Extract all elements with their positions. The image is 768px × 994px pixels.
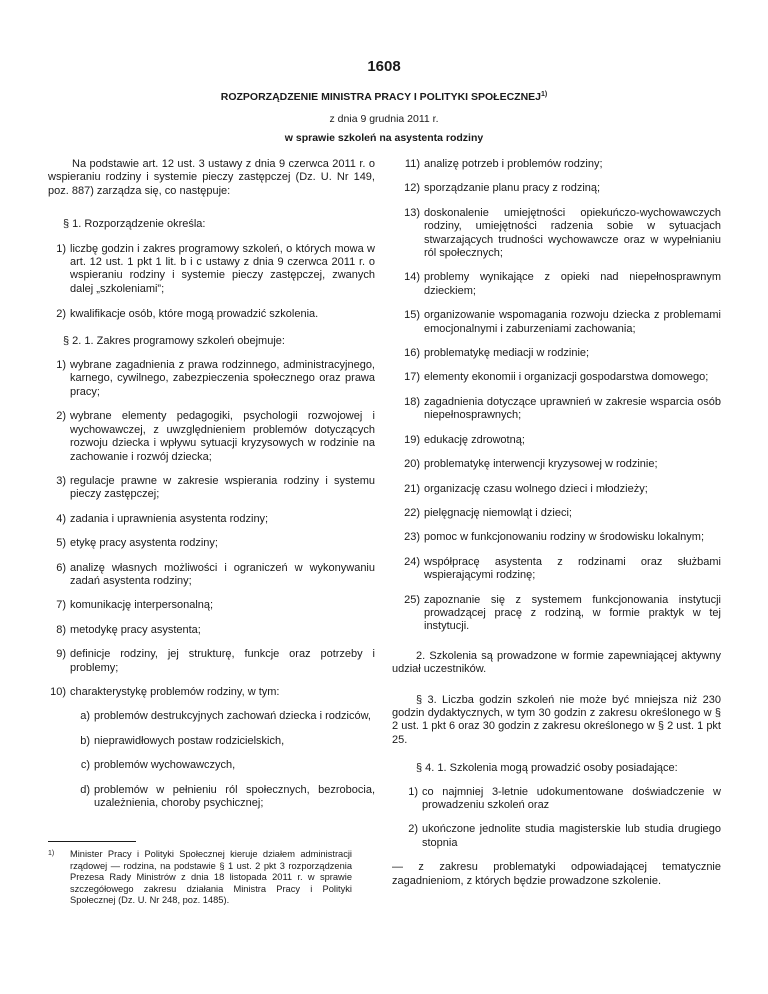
list-item-number: 24) — [404, 555, 420, 568]
list-item — [48, 562, 375, 589]
list-item-text: elementy ekonomii i organizacji gospodarstwa domowego; — [424, 371, 709, 384]
list-item — [392, 507, 721, 520]
list-item — [48, 475, 375, 502]
list-item — [392, 531, 721, 544]
list-item-number: c) — [80, 759, 90, 772]
list-item — [392, 556, 721, 583]
list-item-text: organizowanie wspomagania rozwoju dziecka z problemami emocjonalnymi i zaburzeniami zachowania; — [424, 309, 721, 335]
list-item — [48, 735, 375, 748]
list-item — [48, 513, 375, 526]
section-4-tail: — z zakresu problematyki odpowiadającej tematycznie zagadnieniom, z których będzie prowadzone szkolenie. — [392, 861, 721, 887]
list-item-number: 8) — [56, 623, 66, 636]
act-date: z dnia 9 grudnia 2011 r. — [329, 113, 439, 125]
footnote-text: Minister Pracy i Polityki Społecznej kieruje działem administracji rządowej — rodzina, na podstawie § 1 ust. 2 pkt 3 rozporządzenia Prezesa Rady Ministrów z dnia 18 listopada 2011 r. w sprawie szczegółowego zakresu działania Ministra Pracy i Polityki Społecznej (Dz. U. Nr 248, poz. 1485). — [70, 849, 352, 905]
list-item — [48, 759, 375, 772]
list-item-number: 17) — [404, 371, 420, 384]
list-item-text: współpracę asystenta z rodzinami oraz służbami wspierającymi rodzinę; — [424, 555, 721, 582]
list-item — [392, 347, 721, 360]
act-subject: w sprawie szkoleń na asystenta rodziny — [284, 132, 484, 144]
section-2-list-continued — [392, 158, 721, 634]
list-item — [48, 710, 375, 723]
list-item-text: pomoc w funkcjonowaniu rodziny w środowisku lokalnym; — [424, 531, 705, 544]
list-item-number: 1) — [408, 785, 418, 798]
list-item-text: zagadnienia dotyczące uprawnień w zakresie wsparcia osób niepełnosprawnych; — [424, 395, 721, 422]
list-item-text: organizację czasu wolnego dzieci i młodzieży; — [424, 482, 648, 495]
list-item-number: 22) — [404, 506, 420, 519]
list-item-number: 1) — [56, 242, 66, 255]
list-item — [392, 396, 721, 423]
list-item-number: 2) — [56, 308, 66, 321]
section-2-paragraph-2: 2. Szkolenia są prowadzone w formie zapewniającej aktywny udział uczestników. — [392, 649, 721, 676]
list-item-text: zapoznanie się z systemem funkcjonowania instytucji prowadzącej pracę z rodziną, w formie praktyk w tej instytucji. — [424, 593, 721, 633]
list-item — [392, 158, 721, 171]
list-item-number: 21) — [404, 482, 420, 495]
list-item — [392, 434, 721, 447]
list-item — [48, 624, 375, 637]
footnote-marker: 1) — [48, 850, 55, 857]
list-item-number: 16) — [404, 347, 420, 360]
list-item-number: 7) — [56, 599, 66, 612]
list-item-number: 18) — [404, 395, 420, 408]
section-1-heading: § 1. Rozporządzenie określa: — [63, 218, 206, 231]
list-item — [392, 823, 721, 850]
list-item-text: problematykę mediacji w rodzinie; — [424, 347, 590, 360]
list-item-number: 1) — [56, 359, 66, 372]
list-item-text: metodykę pracy asystenta; — [70, 623, 201, 636]
list-item-number: 12) — [404, 182, 420, 195]
section-2-list — [48, 359, 375, 699]
right-column — [392, 158, 721, 888]
act-title — [0, 91, 768, 103]
list-item-text: analizę potrzeb i problemów rodziny; — [424, 158, 603, 170]
list-item-number: a) — [80, 710, 90, 723]
list-item-text: edukację zdrowotną; — [424, 433, 525, 446]
list-item-text: komunikację interpersonalną; — [70, 599, 214, 612]
list-item-text: problemy wynikające z opieki nad niepełnosprawnym dzieckiem; — [424, 271, 721, 297]
list-item — [392, 594, 721, 634]
section-3: § 3. Liczba godzin szkoleń nie może być mniejsza niż 230 godzin dydaktycznych, w tym 30 godzin z zakresu określonego w § 2 ust. 1 pkt 6 oraz 30 godzin z zakresu określonego w § 2 ust. 1 pkt 25. — [392, 693, 721, 746]
list-item-number: b) — [80, 734, 90, 747]
footnote — [48, 849, 352, 907]
list-item — [392, 458, 721, 471]
list-item-text: problemów wychowawczych, — [94, 759, 236, 772]
list-item-number: 23) — [404, 531, 420, 544]
list-item-text: wybrane zagadnienia z prawa rodzinnego, administracyjnego, karnego, cywilnego, zabezpieczenia społecznego oraz prawa pracy; — [70, 359, 375, 398]
list-item — [48, 308, 375, 321]
list-item-text: ukończone jednolite studia magisterskie lub studia drugiego stopnia — [422, 823, 721, 849]
list-item — [392, 182, 721, 195]
list-item-number: 11) — [404, 158, 420, 170]
list-item — [48, 243, 375, 297]
list-item-text: problemów w pełnieniu ról społecznych, bezrobocia, uzależnienia, choroby psychicznej; — [94, 783, 375, 809]
list-item-text: kwalifikacje osób, które mogą prowadzić szkolenia. — [70, 308, 319, 321]
list-item-text: co najmniej 3-letnie udokumentowane doświadczenie w prowadzeniu szkoleń oraz — [422, 785, 721, 811]
list-item-number: d) — [80, 783, 90, 796]
act-number: 1608 — [367, 58, 401, 75]
list-item-number: 10) — [50, 685, 66, 698]
list-item-number: 5) — [56, 537, 66, 550]
section-1-list — [48, 243, 375, 322]
list-item-text: problematykę interwencji kryzysowej w rodzinie; — [424, 458, 658, 471]
left-column — [48, 158, 375, 810]
list-item — [392, 371, 721, 384]
list-item-number: 3) — [56, 474, 66, 487]
list-item-number: 4) — [56, 512, 66, 525]
list-item-text: etykę pracy asystenta rodziny; — [70, 537, 218, 550]
list-item-number: 20) — [404, 458, 420, 471]
list-item-number: 9) — [56, 648, 66, 661]
list-item-text: doskonalenie umiejętności opiekuńczo-wychowawczych rodziny, umiejętności radzenia sobie w sytuacjach stwarzających trudności wychowawcze oraz w wypełnianiu ról społecznych; — [424, 206, 721, 260]
list-item — [48, 648, 375, 675]
title-footnote-ref: 1) — [541, 91, 548, 98]
list-item — [392, 483, 721, 496]
preamble: Na podstawie art. 12 ust. 3 ustawy z dnia 9 czerwca 2011 r. o wspieraniu rodziny i systemie pieczy zastępczej (Dz. U. Nr 149, poz. 887) zarządza się, co następuje: — [48, 158, 375, 197]
list-item-number: 15) — [404, 309, 420, 322]
list-item-text: problemów destrukcyjnych zachowań dziecka i rodziców, — [94, 710, 371, 723]
list-item-number: 25) — [404, 593, 420, 606]
list-item — [392, 207, 721, 261]
act-title-text: ROZPORZĄDZENIE MINISTRA PRACY I POLITYKI SPOŁECZNEJ — [220, 91, 542, 103]
list-item-text: nieprawidłowych postaw rodzicielskich, — [94, 734, 285, 747]
section-2-sublist — [48, 710, 375, 810]
list-item-text: analizę własnych możliwości i ograniczeń w wykonywaniu zadań asystenta rodziny; — [70, 561, 375, 587]
list-item — [48, 686, 375, 699]
list-item-text: pielęgnację niemowląt i dzieci; — [424, 506, 572, 519]
list-item-number: 6) — [56, 561, 66, 574]
list-item — [48, 784, 375, 811]
list-item — [392, 309, 721, 336]
list-item-text: wybrane elementy pedagogiki, psychologii rozwojowej i wychowawczej, z uwzględnieniem problemów dotyczących rozwoju dziecka i wpływu sytuacji kryzysowych w rodzinie na zachowanie i rozwój dziecka; — [70, 410, 375, 463]
list-item-text: sporządzanie planu pracy z rodziną; — [424, 182, 601, 195]
list-item-number: 2) — [56, 410, 66, 423]
list-item — [48, 537, 375, 550]
footnote-separator — [48, 841, 136, 842]
list-item-number: 19) — [404, 433, 420, 446]
list-item — [392, 786, 721, 813]
list-item — [48, 599, 375, 612]
list-item-text: zadania i uprawnienia asystenta rodziny; — [70, 512, 269, 525]
section-4-list — [392, 786, 721, 851]
list-item-text: liczbę godzin i zakres programowy szkoleń, o których mowa w art. 12 ust. 1 pkt 1 lit. b i c ustawy z dnia 9 czerwca 2011 r. o wspieraniu rodziny i systemie pieczy zastępczej, zwanych dalej „szkoleniami”; — [70, 242, 375, 295]
list-item-number: 13) — [404, 206, 420, 219]
list-item-number: 14) — [404, 271, 420, 284]
section-2-heading: § 2. 1. Zakres programowy szkoleń obejmuje: — [63, 334, 285, 347]
list-item-text: charakterystykę problemów rodziny, w tym: — [70, 685, 280, 698]
list-item — [392, 271, 721, 298]
section-4-heading: § 4. 1. Szkolenia mogą prowadzić osoby posiadające: — [416, 762, 678, 775]
list-item-text: definicje rodziny, jej strukturę, funkcje oraz potrzeby i problemy; — [70, 648, 375, 674]
list-item — [48, 359, 375, 399]
list-item-number: 2) — [408, 823, 418, 836]
list-item-text: regulacje prawne w zakresie wspierania rodziny i systemu pieczy zastępczej; — [70, 474, 375, 501]
list-item — [48, 410, 375, 464]
